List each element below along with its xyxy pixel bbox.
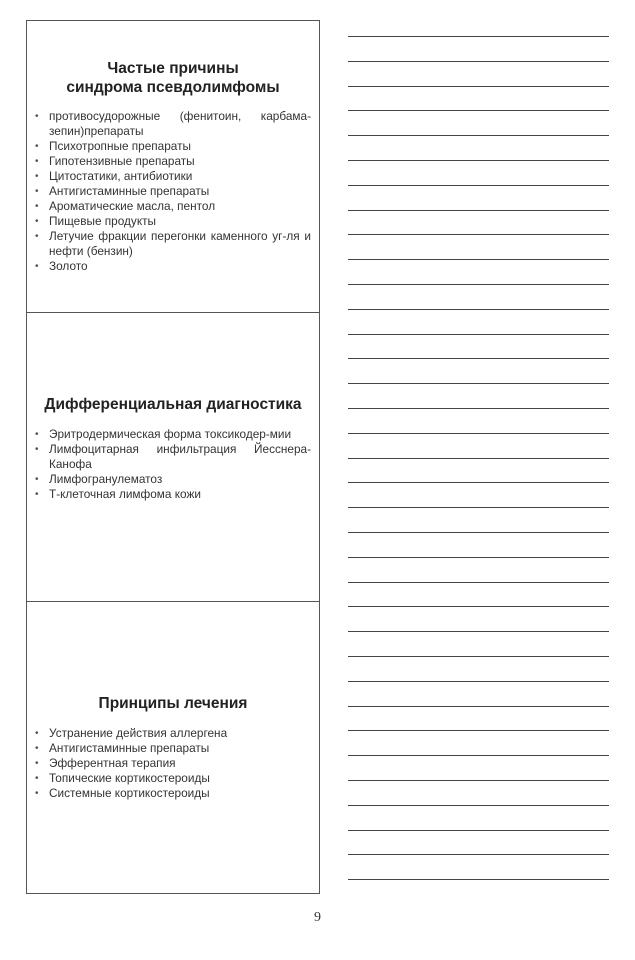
list-item: • Т-клеточная лимфома кожи (35, 487, 201, 501)
bullet-icon: • (35, 111, 39, 122)
section-causes (27, 21, 319, 312)
note-line (348, 681, 609, 682)
section-differential-diagnosis (27, 312, 319, 601)
note-line (348, 830, 609, 831)
list-item: • Золото (35, 259, 88, 273)
note-line (348, 606, 609, 607)
note-line (348, 433, 609, 434)
bullet-icon: • (35, 758, 39, 769)
note-line (348, 755, 609, 756)
list-item: • Топические кортикостероиды (35, 771, 210, 785)
list-item: • Лимфогранулематоз (35, 472, 163, 486)
note-line (348, 532, 609, 533)
bullet-icon: • (35, 773, 39, 784)
bullet-icon: • (35, 489, 39, 500)
bullet-icon: • (35, 743, 39, 754)
list-item: • Системные кортикостероиды (35, 786, 210, 800)
list-item: • Гипотензивные препараты (35, 154, 195, 168)
note-line (348, 854, 609, 855)
list-item: • Антигистаминные препараты (35, 741, 210, 755)
list-item: • противосудорожные (фенитоин, карбама-зепин)препараты (35, 109, 311, 138)
note-line (348, 383, 609, 384)
note-line (348, 135, 609, 136)
note-line (348, 656, 609, 657)
note-line (348, 234, 609, 235)
note-line (348, 507, 609, 508)
note-line (348, 185, 609, 186)
bullet-icon: • (35, 231, 39, 242)
note-line (348, 210, 609, 211)
note-line (348, 284, 609, 285)
list-item: • Летучие фракции перегонки каменного уг-ля и нефти (бензин) (35, 229, 311, 258)
list-item: • Цитостатики, антибиотики (35, 169, 193, 183)
section-title-causes: Частые причины синдрома псевдолимфомы (66, 60, 280, 96)
causes-list (27, 109, 319, 274)
note-line (348, 730, 609, 731)
bullet-icon: • (35, 141, 39, 152)
note-line (348, 805, 609, 806)
page-number: 9 (314, 910, 321, 925)
treatment-list (27, 726, 319, 801)
list-item: • Психотропные препараты (35, 139, 191, 153)
bullet-icon: • (35, 261, 39, 272)
diagnosis-list (27, 427, 319, 502)
bullet-icon: • (35, 186, 39, 197)
bullet-icon: • (35, 171, 39, 182)
content-frame (26, 20, 320, 894)
list-item: • Эритродермическая форма токсикодер-мии (35, 427, 292, 441)
note-line (348, 582, 609, 583)
list-item: • Ароматические масла, пентол (35, 199, 216, 213)
section-treatment (27, 601, 319, 894)
note-line (348, 86, 609, 87)
bullet-icon: • (35, 728, 39, 739)
note-line (348, 259, 609, 260)
bullet-icon: • (35, 156, 39, 167)
section-title-diagnosis: Дифференциальная диагностика (44, 396, 302, 413)
note-line (348, 36, 609, 37)
bullet-icon: • (35, 788, 39, 799)
note-line (348, 458, 609, 459)
bullet-icon: • (35, 429, 39, 440)
bullet-icon: • (35, 201, 39, 212)
note-line (348, 309, 609, 310)
note-line (348, 358, 609, 359)
note-line (348, 780, 609, 781)
note-line (348, 482, 609, 483)
bullet-icon: • (35, 216, 39, 227)
list-item: • Антигистаминные препараты (35, 184, 210, 198)
bullet-icon: • (35, 444, 39, 455)
list-item: • Эфферентная терапия (35, 756, 176, 770)
note-line (348, 408, 609, 409)
list-item: • Пищевые продукты (35, 214, 156, 228)
note-line (348, 706, 609, 707)
list-item: • Лимфоцитарная инфильтрация Йесснера-Канофа (35, 442, 311, 471)
note-line (348, 110, 609, 111)
section-title-treatment: Принципы лечения (98, 695, 248, 712)
note-line (348, 631, 609, 632)
note-line (348, 61, 609, 62)
note-line (348, 334, 609, 335)
note-line (348, 879, 609, 880)
bullet-icon: • (35, 474, 39, 485)
list-item: • Устранение действия аллергена (35, 726, 228, 740)
note-line (348, 160, 609, 161)
note-line (348, 557, 609, 558)
